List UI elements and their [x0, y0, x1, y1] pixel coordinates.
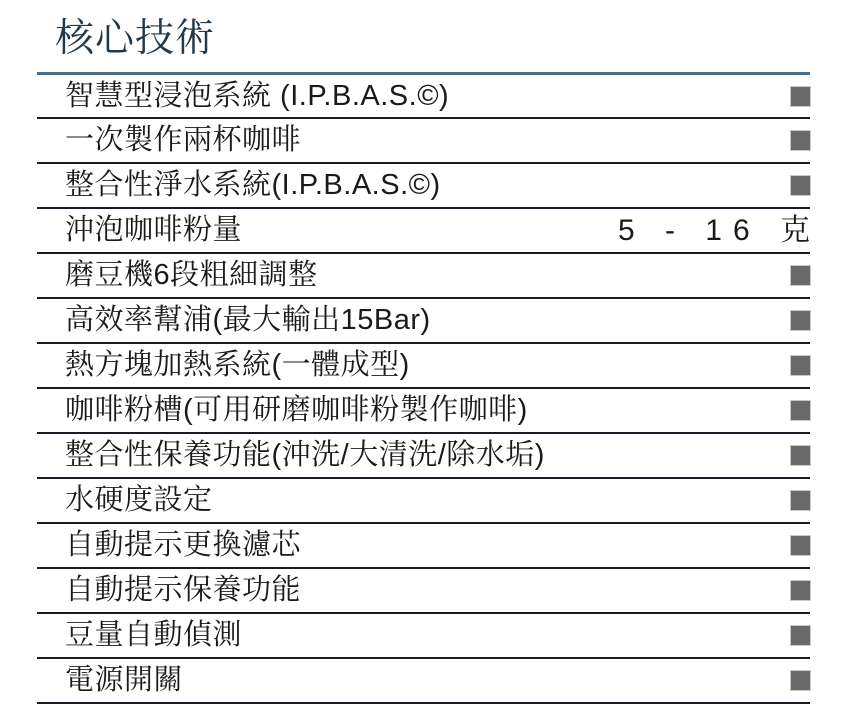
- table-row: [37, 252, 810, 297]
- page-title: 核心技術: [55, 17, 216, 60]
- feature-square-icon: [791, 176, 810, 195]
- table-row: [37, 432, 810, 477]
- spec-label: 一次製作兩杯咖啡: [65, 124, 302, 156]
- table-row: [37, 612, 810, 657]
- table-row: [37, 477, 810, 522]
- feature-square-icon: [791, 87, 810, 106]
- spec-label: 自動提示保養功能: [65, 574, 302, 606]
- table-row: [37, 207, 821, 252]
- spec-label: 水硬度設定: [65, 484, 213, 516]
- spec-label: 熱方塊加熱系統(一體成型): [65, 349, 410, 381]
- core-technology-table: [37, 72, 821, 704]
- spec-label: 沖泡咖啡粉量: [65, 214, 243, 246]
- table-row: [37, 342, 810, 387]
- table-row: [37, 522, 810, 567]
- spec-label: 咖啡粉槽(可用研磨咖啡粉製作咖啡): [65, 394, 528, 426]
- table-row: [37, 297, 810, 342]
- table-row: [37, 162, 810, 207]
- table-row: [37, 117, 810, 162]
- feature-square-icon: [791, 446, 810, 465]
- feature-square-icon: [791, 401, 810, 420]
- feature-square-icon: [791, 626, 810, 645]
- feature-square-icon: [791, 671, 810, 690]
- spec-label: 智慧型浸泡系統 (I.P.B.A.S.©): [65, 79, 450, 112]
- table-row: [37, 387, 810, 432]
- feature-square-icon: [791, 581, 810, 600]
- spec-value: 5 - 16 克: [617, 213, 821, 247]
- spec-label: 電源開關: [65, 664, 184, 696]
- spec-label: 整合性淨水系統(I.P.B.A.S.©): [65, 169, 441, 201]
- feature-square-icon: [791, 356, 810, 375]
- spec-label: 豆量自動偵測: [65, 619, 243, 651]
- feature-square-icon: [791, 311, 810, 330]
- feature-square-icon: [791, 491, 810, 510]
- spec-label: 自動提示更換濾芯: [65, 529, 302, 561]
- table-row: [37, 567, 810, 612]
- feature-square-icon: [791, 536, 810, 555]
- table-row: [37, 72, 810, 117]
- feature-square-icon: [791, 131, 810, 150]
- spec-label: 磨豆機6段粗細調整: [65, 259, 318, 291]
- spec-label: 整合性保養功能(沖洗/大清洗/除水垢): [65, 439, 545, 471]
- table-row: [37, 657, 810, 702]
- feature-square-icon: [791, 266, 810, 285]
- spec-label: 高效率幫浦(最大輸出15Bar): [65, 304, 431, 336]
